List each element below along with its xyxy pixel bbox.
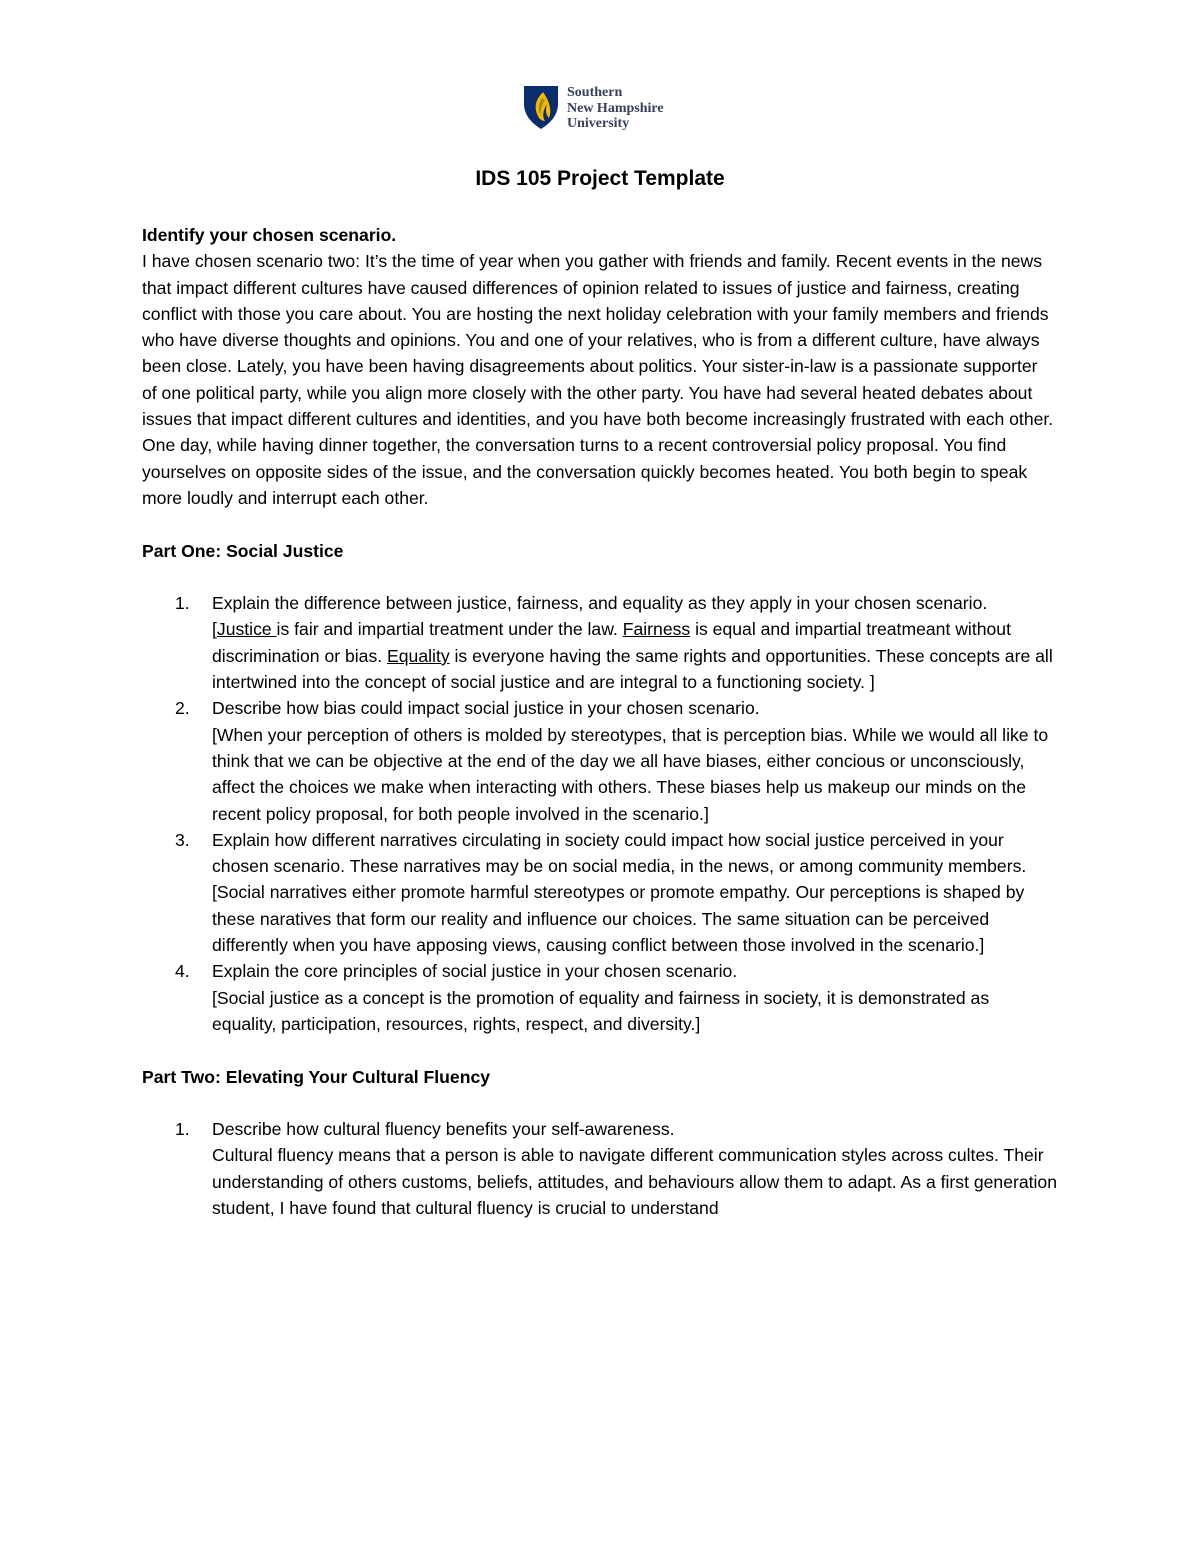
answer-text: [Social justice as a concept is the promotion of equality and fairness in society, it is demonstrated as equality, participation, resources, rights, respect, and diversity.] xyxy=(212,987,990,1034)
item-number: 1. xyxy=(175,1119,190,1140)
scenario-heading: Identify your chosen scenario. xyxy=(142,225,397,245)
shield-flame-icon xyxy=(521,84,561,130)
answer-text: [When your perception of others is molded by stereotypes, that is perception bias. While we would all like to think that we can be objective at the end of the day we all have biases, either concious or unconsciously, affect the choices we make when interacting with others. These biases help us makeup our minds on the recent policy proposal, for both people involved in the scenario.] xyxy=(212,724,1049,824)
item-number: 3. xyxy=(175,829,190,850)
scenario-text: I have chosen scenario two: It’s the time of year when you gather with friends and family. Recent events in the news that impact different cultures have caused differences of opinion related to issues of justice and fairness, creating conflict with those you care about. You are hosting the next holiday celebration with your family members and friends who have diverse thoughts and opinions. You and one of your relatives, who is from a different culture, have always been close. Lately, you have been having disagreements about politics. Your sister-in-law is a passionate supporter of one political party, while you align more closely with the other party. You have had several heated debates about issues that impact different cultures and identities, and you have both become increasingly frustrated with each other. One day, while having dinner together, the conversation turns to a recent controversial policy proposal. You find yourselves on opposite sides of the issue, and the conversation quickly becomes heated. You both begin to speak more loudly and interrupt each other. xyxy=(142,251,1054,508)
term-fairness: Fairness xyxy=(622,619,691,640)
answer-segment: is everyone having the same rights and opportunities. These concepts are all intertwined into the concept of social justice and are integral to a functioning society. ] xyxy=(212,645,1053,693)
term-justice: Justice xyxy=(216,619,277,640)
part-one-heading: Part One: Social Justice xyxy=(142,540,344,561)
list-item xyxy=(142,590,1057,695)
question-text: Describe how bias could impact social justice in your chosen scenario. xyxy=(212,698,760,719)
item-number: 4. xyxy=(175,961,190,982)
question-text: Describe how cultural fluency benefits your self-awareness. xyxy=(212,1119,675,1140)
term-equality: Equality xyxy=(387,645,450,666)
answer-text: Cultural fluency means that a person is able to navigate different communication styles across cultes. Their understanding of others customs, beliefs, attitudes, and behaviours allow them to adapt. As a first generation student, I have found that cultural fluency is crucial to understand xyxy=(212,1145,1057,1218)
question-text: Explain the difference between justice, fairness, and equality as they apply in your chosen scenario. xyxy=(212,593,988,614)
list-item xyxy=(142,958,1057,1037)
document-title: IDS 105 Project Template xyxy=(475,167,725,190)
answer-segment: is fair and impartial treatment under the law. xyxy=(276,619,623,640)
answer-segment: is equal and impartial treatmeant without discrimination or bias. xyxy=(212,619,1011,666)
logo-line-1: Southern xyxy=(567,85,623,100)
list-item xyxy=(142,1116,1057,1221)
logo-line-3: University xyxy=(567,116,630,131)
document-body xyxy=(142,222,1057,1221)
question-text: Explain the core principles of social justice in your chosen scenario. xyxy=(212,961,738,982)
answer-text: [Social narratives either promote harmful stereotypes or promote empathy. Our perceptions is shaped by these naratives that form our reality and influence our choices. The same situation can be perceived differently when you have apposing views, causing conflict between those involved in the scenario.] xyxy=(212,882,1025,956)
part-two-list xyxy=(142,1116,1057,1221)
list-item xyxy=(142,695,1057,826)
item-number: 2. xyxy=(175,698,190,719)
university-logo xyxy=(521,84,711,134)
answer-text xyxy=(212,616,1057,695)
question-text: Explain how different narratives circulating in society could impact how social justice perceived in your chosen scenario. These narratives may be on social media, in the news, or among community members. xyxy=(212,829,1027,877)
part-one-list xyxy=(142,590,1057,1037)
logo-wordmark xyxy=(567,85,664,132)
list-item xyxy=(142,827,1057,958)
part-two-heading: Part Two: Elevating Your Cultural Fluency xyxy=(142,1066,491,1087)
answer-bracket: [ xyxy=(212,619,217,640)
item-number: 1. xyxy=(175,593,190,614)
logo-line-2: New Hampshire xyxy=(567,100,664,116)
